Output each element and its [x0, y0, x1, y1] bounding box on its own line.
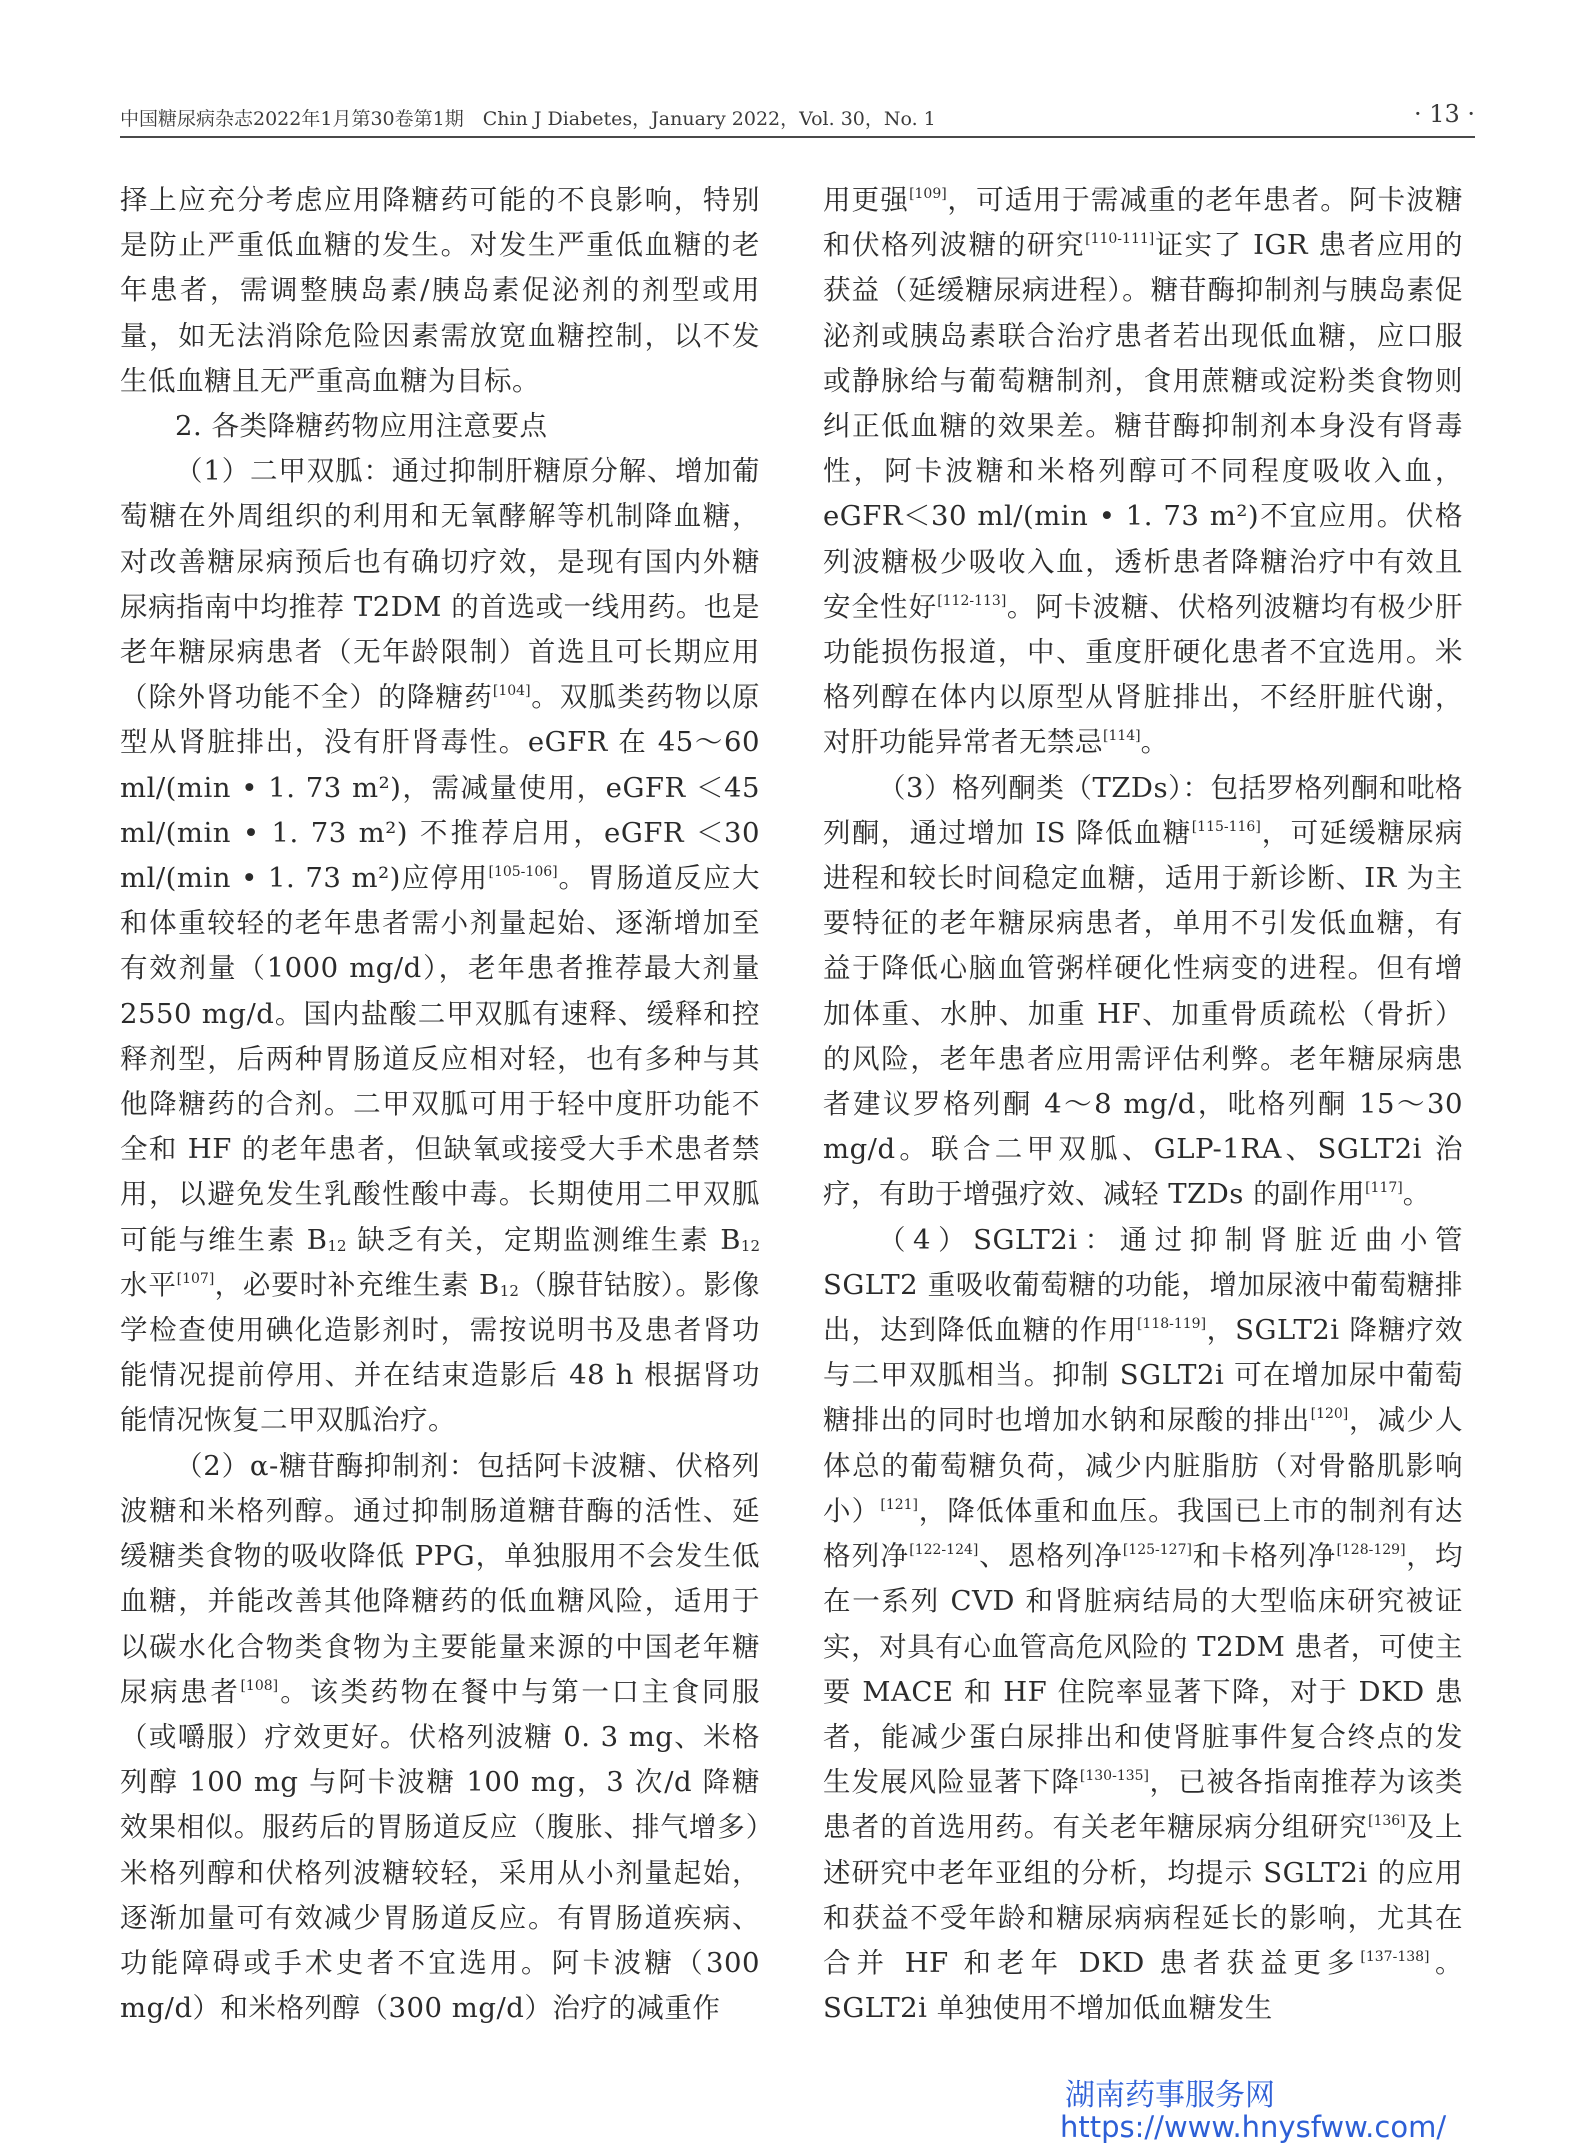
citation-ref: [115-116]	[1191, 818, 1261, 835]
text-run: ，必要时补充维生素 B	[214, 1268, 500, 1301]
text-run: 。	[1140, 726, 1169, 759]
citation-ref: [110-111]	[1085, 231, 1155, 248]
text-run: ，均在一系列 CVD 和肾脏病结局的大型临床研究被证实，对具有心血管高危风险的 T2DM 患者，可使主要 MACE 和 HF 住院率显著下降，对于 DKD 患者，能减少蛋白尿排出和使肾脏事件复合终点的发生发展风险显著下降	[823, 1540, 1464, 1799]
citation-ref: [104]	[492, 683, 531, 700]
text-run: 。胃肠道反应大和体重较轻的老年患者需小剂量起始、逐渐增加至有效剂量（1000 mg/d），老年患者推荐最大剂量 2550 mg/d。国内盐酸二甲双胍有速释、缓释和控释剂型，后两种胃肠道反应相对轻，也有多种与其他降糖药的合剂。二甲双胍可用于轻中度肝功能不全和 HF 的老年患者，但缺氧或接受大手术患者禁用，以避免发生乳酸性酸中毒。长期使用二甲双胍可能与维生素 B	[120, 862, 760, 1256]
citation-ref: [108]	[240, 1677, 279, 1694]
paragraph-sglt2i	[823, 1218, 1463, 2032]
text-run: 。	[1402, 1178, 1431, 1211]
text-run: 缺乏有关，定期监测维生素 B	[346, 1223, 741, 1256]
subscript: 12	[740, 1236, 760, 1255]
citation-ref: [114]	[1103, 728, 1141, 745]
citation-ref: [112-113]	[937, 592, 1007, 609]
text-run: 证实了 IGR 患者应用的获益（延缓糖尿病进程）。糖苷酶抑制剂与胰岛素促泌剂或胰岛素联合治疗患者若出现低血糖，应口服或静脉给与葡萄糖制剂，食用蔗糖或淀粉类食物则纠正低血糖的效果差。糖苷酶抑制剂本身没有肾毒性，阿卡波糖和米格列醇可不同程度吸收入血，eGFR＜30 ml/(min • 1. 73 m²)不宜应用。伏格列波糖极少吸收入血，透析患者降糖治疗中有效且安全性好	[823, 229, 1463, 623]
text-run: ，减少人体总的葡萄糖负荷，减少内脏脂肪（对骨骼肌影响小）	[823, 1404, 1464, 1527]
paragraph-tzds	[823, 766, 1463, 1218]
citation-ref: [121]	[880, 1496, 919, 1513]
text-run: （4）SGLT2i：通过抑制肾脏近曲小管 SGLT2 重吸收葡萄糖的功能，增加尿液中葡萄糖排出，达到降低血糖的作用	[823, 1223, 1463, 1347]
citation-ref: [122-124]	[909, 1542, 979, 1559]
citation-ref: [136]	[1367, 1813, 1406, 1830]
text-run: （1）二甲双胍：通过抑制肝糖原分解、增加葡萄糖在外周组织的利用和无氧酵解等机制降血糖，对改善糖尿病预后也有确切疗效，是现有国内外糖尿病指南中均推荐 T2DM 的首选或一线用药。也是老年糖尿病患者（无年龄限制）首选且可长期应用（除外肾功能不全）的降糖药	[120, 455, 760, 714]
text-run: 及上述研究中老年亚组的分析，均提示 SGLT2i 的应用和获益不受年龄和糖尿病病程延长的影响，尤其在合并 HF 和老年 DKD 患者获益更多	[823, 1811, 1464, 1979]
text-run: 、恩格列净	[978, 1540, 1123, 1573]
running-header	[120, 100, 1475, 136]
text-run: 。SGLT2i 单独使用不增加低血糖发生	[823, 1946, 1463, 2025]
text-run: 和卡格列净	[1191, 1540, 1337, 1573]
text-run: 。双胍类药物以原型从肾脏排出，没有肝肾毒性。eGFR 在 45～60 ml/(min • 1. 73 m²)，需减量使用，eGFR ＜45 ml/(min • 1. 73 m²) 不推荐启用，eGFR ＜30 ml/(min • 1. 73 m²)应停用	[120, 681, 761, 895]
header-rule	[120, 136, 1475, 138]
citation-ref: [107]	[176, 1270, 215, 1287]
paragraph-continuation: 择上应充分考虑应用降糖药可能的不良影响，特别是防止严重低血糖的发生。对发生严重低血糖的老年患者，需调整胰岛素/胰岛素促泌剂的剂型或用量，如无法消除危险因素需放宽血糖控制，以不发生低血糖且无严重高血糖为目标。	[120, 184, 760, 397]
citation-ref: [118-119]	[1136, 1316, 1207, 1333]
section-heading: 2. 各类降糖药物应用注意要点	[175, 410, 548, 443]
citation-ref: [130-135]	[1079, 1768, 1150, 1785]
citation-ref: [128-129]	[1336, 1542, 1406, 1559]
citation-ref: [105-106]	[488, 864, 558, 881]
citation-ref: [117]	[1365, 1180, 1403, 1197]
text-run: ，可延缓糖尿病进程和较长时间稳定血糖，适用于新诊断、IR 为主要特征的老年糖尿病患者，单用不引发低血糖，有益于降低心脑血管粥样硬化性病变的进程。但有增加体重、水肿、加重 HF、加重骨质疏松（骨折）的风险，老年患者应用需评估利弊。老年糖尿病患者建议罗格列酮 4～8 mg/d，吡格列酮 15～30 mg/d。联合二甲双胍、GLP-1RA、SGLT2i 治疗，有助于增强疗效、减轻 TZDs 的副作用	[823, 816, 1464, 1211]
text-run: 水平	[120, 1268, 177, 1301]
text-run: ，降低体重和血压。我国已上市的制剂有达格列净	[823, 1494, 1464, 1573]
text-run: （3）格列酮类（TZDs）：包括罗格列酮和吡格列酮，通过增加 IS 降低血糖	[823, 771, 1463, 849]
citation-ref: [137-138]	[1360, 1948, 1430, 1965]
text-run: ，SGLT2i 降糖疗效与二甲双胍相当。抑制 SGLT2i 可在增加尿中葡萄糖排出的同时也增加水钠和尿酸的排出	[823, 1314, 1464, 1437]
text-run: 。该类药物在餐中与第一口主食同服（或嚼服）疗效更好。伏格列波糖 0. 3 mg、米格列醇 100 mg 与阿卡波糖 100 mg，3 次/d 降糖效果相似。服药后的胃肠道反应（腹胀、排气增多）米格列醇和伏格列波糖较轻，采用从小剂量起始，逐渐加量可有效减少胃肠道反应。有胃肠道疾病、功能障碍或手术史者不宜选用。阿卡波糖（300 mg/d）和米格列醇（300 mg/d）治疗的减重作	[120, 1675, 760, 2025]
journal-citation: 中国糖尿病杂志2022年1月第30卷第1期 Chin J Diabetes，January 2022，Vol. 30，No. 1	[120, 108, 936, 130]
citation-ref: [109]	[909, 186, 947, 202]
subscript: 12	[327, 1236, 347, 1255]
paragraph-continuation	[823, 178, 1463, 766]
citation-ref: [120]	[1310, 1406, 1349, 1423]
subscript: 12	[499, 1281, 519, 1300]
watermark-site-name: 湖南药事服务网	[1065, 2078, 1275, 2113]
text-run: ，可适用于需减重的老年患者。阿卡波糖和伏格列波糖的研究	[823, 184, 1464, 262]
text-run: ，已被各指南推荐为该类患者的首选用药。有关老年糖尿病分组研究	[823, 1766, 1464, 1844]
text-run: 用更强	[823, 184, 910, 216]
watermark-url: https://www.hnysfww.com/	[1060, 2110, 1447, 2144]
citation-ref: [125-127]	[1122, 1542, 1192, 1559]
paragraph-alpha-glucosidase	[120, 1444, 760, 2032]
right-column	[823, 178, 1463, 2031]
text-run: （腺苷钴胺）。影像学检查使用碘化造影剂时，需按说明书及患者肾功能情况提前停用、并在结束造影后 48 h 根据肾功能情况恢复二甲双胍治疗。	[120, 1268, 761, 1437]
page-number: · 13 ·	[1413, 100, 1475, 128]
text-run: 。阿卡波糖、伏格列波糖均有极少肝功能损伤报道，中、重度肝硬化患者不宜选用。米格列醇在体内以原型从肾脏排出，不经肝脏代谢，对肝功能异常者无禁忌	[823, 590, 1464, 759]
paragraph-metformin	[120, 449, 760, 1443]
left-column	[120, 178, 760, 2031]
text-run: （2）α-糖苷酶抑制剂：包括阿卡波糖、伏格列波糖和米格列醇。通过抑制肠道糖苷酶的活性、延缓糖类食物的吸收降低 PPG，单独服用不会发生低血糖，并能改善其他降糖药的低血糖风险，适用于以碳水化合物类食物为主要能量来源的中国老年糖尿病患者	[120, 1449, 760, 1708]
